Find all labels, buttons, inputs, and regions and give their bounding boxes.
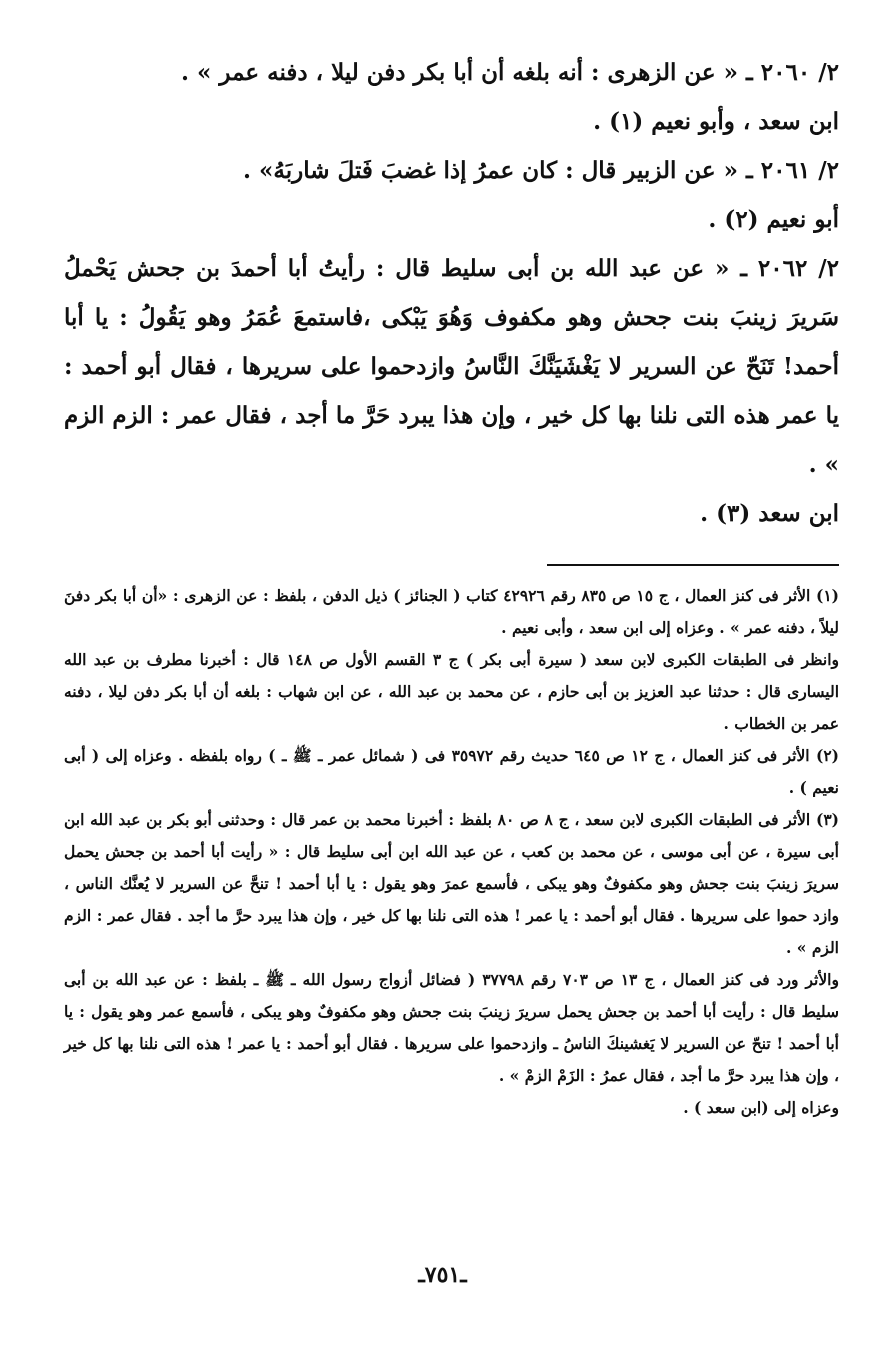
footnotes bbox=[64, 580, 839, 1124]
footnote-1-continued: وانظر فى الطبقات الكبرى لابن سعد ( سيرة أبى بكر ) ج ٣ القسم الأول ص ١٤٨ قال : أخبرنا مطرف بن عبد الله اليسارى قال : حدثنا عبد العزيز بن أبى حازم ، عن محمد بن عبد الله ، عن ابن شهاب : بلغه أن أبا بكر دفن ليلا ، دفنه عمر بن الخطاب . bbox=[64, 650, 840, 733]
source-2061: أبو نعيم (٢) . bbox=[708, 206, 839, 233]
source-2060: ابن سعد ، وأبو نعيم (١) . bbox=[593, 108, 839, 135]
source-2062: ابن سعد (٣) . bbox=[700, 500, 839, 527]
hadith-2060: ٢/ ٢٠٦٠ ـ « عن الزهرى : أنه بلغه أن أبا بكر دفن ليلا ، دفنه عمر » . bbox=[181, 59, 839, 86]
page-number: ـ٧٥١ـ bbox=[418, 1262, 467, 1288]
footnote-1: (١) الأثر فى كنز العمال ، ج ١٥ ص ٨٣٥ رقم ٤٢٩٢٦ كتاب ( الجنائز ) ذيل الدفن ، بلفظ : عن الزهرى : «أن أبا بكر دفنَ ليلاً ، دفنه عمر » . وعزاه إلى ابن سعد ، وأبى نعيم . bbox=[64, 586, 839, 637]
footnote-3-attribution: وعزاه إلى (ابن سعد ) . bbox=[683, 1098, 839, 1117]
footnote-divider bbox=[547, 564, 839, 566]
main-text bbox=[64, 48, 839, 538]
footnote-3: (٣) الأثر فى الطبقات الكبرى لابن سعد ، ج ٨ ص ٨٠ بلفظ : أخبرنا محمد بن عمر قال : وحدثنى أبو بكر بن عبد الله ابن أبى سيرة ، عن أبى موسى ، عن محمد بن كعب ، عن عبد الله ابن أبى سليط قال : « رأيت أبا أحمد بن جحش يحمل سريرَ زينبَ بنت جحش وهو مكفوفٌ وهو يبكى ، فأسمع عمرَ وهو يقول : يا أبا أحمد ! تنحَّ عن السرير لا يُعنَّك الناس ، وازد حموا على سريرها . فقال أبو أحمد : يا عمر ! هذه التى نلنا بها كل خير ، وإن هذا يبرد حرَّ ما أجد . فقال عمر : الزم الزم » . bbox=[64, 810, 839, 957]
footnote-2: (٢) الأثر فى كنز العمال ، ج ١٢ ص ٦٤٥ حديث رقم ٣٥٩٧٢ فى ( شمائل عمر ـ ﷺ ـ ) رواه بلفظه . وعزاه إلى ( أبى نعيم ) . bbox=[64, 746, 839, 797]
hadith-2061: ٢/ ٢٠٦١ ـ « عن الزبير قال : كان عمرُ إذا غضبَ فَتلَ شاربَهُ» . bbox=[243, 157, 839, 184]
hadith-2062: ٢/ ٢٠٦٢ ـ « عن عبد الله بن أبى سليط قال : رأيتُ أبا أحمدَ بن جحش يَحْملُ سَريرَ زينبَ بنت جحش وهو مكفوف وَهُوَ يَبْكى ،فاستمعَ عُمَرُ وهو يَقُولُ : يا أبا أحمد! تَنَحّ عن السرير لا يَغْشَيَنَّكَ النَّاسُ وازدحموا على سريرها ، فقال أبو أحمد : يا عمر هذه التى نلنا بها كل خير ، وإن هذا يبرد حَرَّ ما أجد ، فقال عمر : الزم الزم » . bbox=[64, 255, 839, 478]
footnote-3-continued: والأثر ورد فى كنز العمال ، ج ١٣ ص ٧٠٣ رقم ٣٧٧٩٨ ( فضائل أزواج رسول الله ـ ﷺ ـ بلفظ : عن عبد الله بن أبى سليط قال : رأيت أبا أحمد بن جحش يحمل سريرَ زينبَ بنت جحش وهو مكفوفٌ وهو يبكى ، فأسمع عمر وهو يقول : يا أبا أحمد ! تنحّ عن السرير لا يَغشينكَ الناسُ ـ وازدحموا على سريرها . فقال أبو أحمد : يا عمر ! هذه التى نلنا بها كل خير ، وإن هذا يبرد حرَّ ما أجد ، فقال عمرُ : الزَمْ الزمْ » . bbox=[64, 970, 839, 1085]
